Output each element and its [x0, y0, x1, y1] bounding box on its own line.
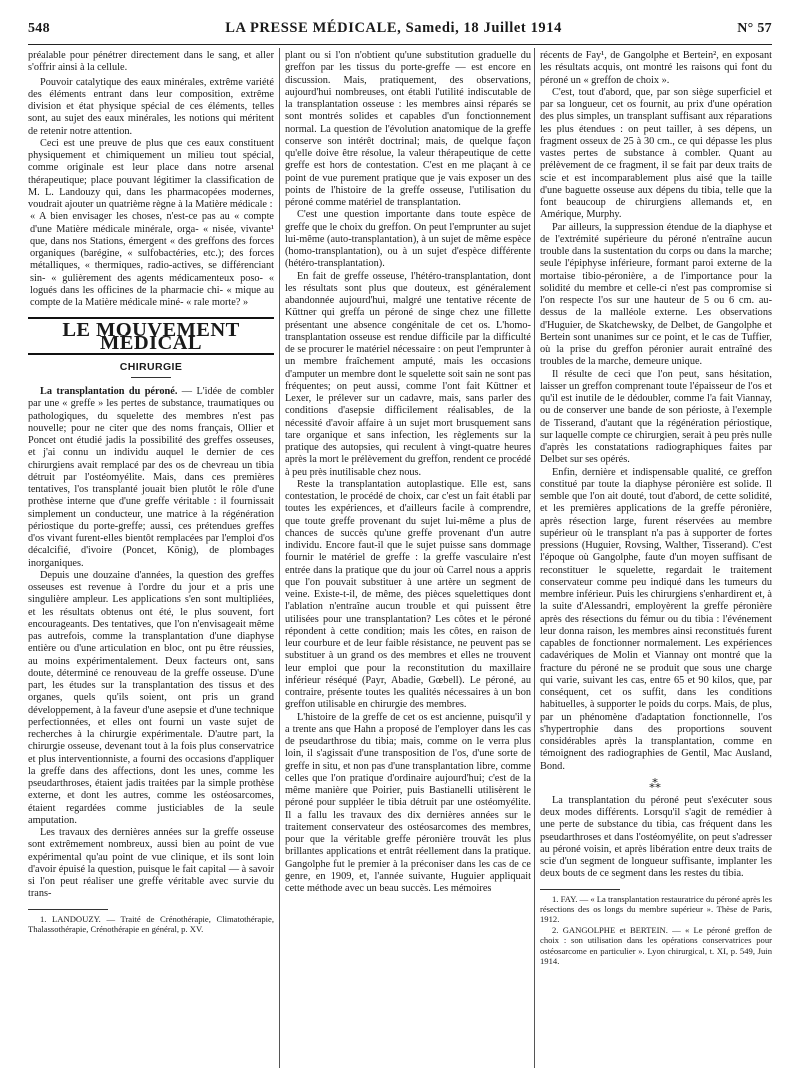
asterism-divider: ⁂: [649, 776, 663, 791]
header-rule: [28, 44, 772, 45]
paragraph: Pouvoir catalytique des eaux minérales, extrême variété des éléments entrant dans leur composition, extrême division et état physique spécial de ces éléments, telles sont, au sujet des eaux minérales, les notions qui méritent de retenir notre attention.: [28, 76, 274, 137]
paragraph: récents de Fay¹, de Gangolphe et Bertein², en exposant les résultats acquis, ont montré les raisons qui font du péroné un « greffon de choix ».: [540, 50, 772, 86]
column-divider: [279, 48, 280, 1068]
paragraph: préalable pour pénétrer directement dans le sang, et aller s'offrir ainsi à la cellule.: [28, 50, 274, 74]
paragraph: [28, 386, 274, 570]
footnote-rule: [28, 909, 108, 910]
paragraph: C'est, tout d'abord, que, par son siège superficiel et par sa longueur, cet os fournit, au prix d'une opération des plus simples, un transplant suffisant aux réparations les plus étendues : on peut tailler, à ses dépens, un fragment osseux de 25 à 30 cm., ce qui dépasse les plus vastes pertes de substance à combler. Quant au prélèvement de ce fragment, il se fait par deux traits de scie et est incomparablement plus aisé que la taille d'une baguette osseuse aux dépens du tibia, telle que la font beaucoup de chirurgiens allemands et, en Amérique, Murphy.: [540, 86, 772, 221]
paragraph: C'est une question importante dans toute espèce de greffe que le choix du greffon. On peut l'emprunter au sujet lui-même (auto-transplantation), à un sujet de même espèce (homo-transplantation), ou à un sujet d'espèce différente (hétéro-transplantation).: [285, 209, 531, 270]
paragraph: plant ou si l'on n'obtient qu'une substitution graduelle du greffon par les tissus du porte-greffe — est encore en discussion. Mais, pratiquement, des observations, aujourd'hui nombreuses, ont établi l'utilité indiscutable de la transplantation osseuse : les membres ainsi réparés se sont montrés solides et capables d'un fonctionnement normal. La question de l'évolution anatomique de la greffe conserve son intérêt doctrinal; mais, de quelque façon qu'elle doive être résolue, la valeur thérapeutique de cette greffe est hors de contestation. C'est en me plaçant à ce point de vue purement pratique que je vais exposer un des points de l'histoire de la greffe osseuse, l'utilisation du péroné comme matériel de transplantation.: [285, 50, 531, 208]
footnote: 2. GANGOLPHE et BERTEIN. — « Le péroné greffon de choix : son utilisation dans les opérations conservatrices pour ostéosarcome en particulier ». Lyon chirurgical, t. XI, p. 549, Juin 1914.: [540, 924, 772, 966]
section-rule: [131, 377, 171, 378]
journal-title: LA PRESSE MÉDICALE, Samedi, 18 Juillet 1914: [225, 20, 562, 36]
footnote: 1. LANDOUZY. — Traité de Crénothérapie, Climatothérapie, Thalassothérapie, Crénothérapie en général, p. XV.: [28, 913, 274, 934]
paragraph: En fait de greffe osseuse, l'hétéro-transplantation, dont les résultats sont plus que douteux, est généralement abandonnée aujourd'hui, malgré une tentative récente de Küttner qui greffa un péroné de singe chez une fillette présentant une absence congénitale de cet os. L'homo-transplantation osseuse est rendue difficile par la difficulté de se procurer le matériel nécessaire : on peut l'emprunter à un membre fraîchement amputé, mais les occasions d'amputer un membre dont le squelette soit sain ne sont pas fréquentes; on peut aussi, comme l'ont fait Küttner et Lexer, le prélever sur un cadavre, mais, sans parler des conditions d'asepsie difficilement réalisables, de la nécessité d'avoir affaire à un sujet mort brusquement sans tare organique et sans infection, les règlements sur la pratique des autopsies, qui reculent à vingt-quatre heures après la mort le prélèvement du greffon, rendent ce procédé à peu près inutilisable chez nous.: [285, 270, 531, 478]
paragraph-text: — L'idée de combler par une « greffe » les pertes de substance, traumatiques ou pathologiques, du squelette des membres n'est pas nouvelle; pour ne citer que des noms français, Ollier et Poncet ont étudié jadis la possibilité des greffes osseuses, et j'ai connu un individu auquel le dernier de ces chirurgiens avait remplacé par des os de chevreau un tibia détruit par l'ostéomyélite. Mais, dans ces premières tentatives, l'os transplanté jouait bien plutôt le rôle d'une prothèse interne que d'une greffe véritable : il fournissait simplement un conducteur, une matrice à la régénération périostique du porte-greffe; aussi, ces prétendues greffes d'os vivant furent-elles bientôt remplacées par l'emploi d'os décalcifié, d'ivoire (Poncet, König), de plombages inorganiques.: [28, 386, 274, 569]
column-1: [28, 50, 274, 1068]
paragraph: Les travaux des dernières années sur la greffe osseuse sont extrêmement nombreux, aussi bien au point de vue expérimental qu'au point de vue clinique, et ils sont loin d'avoir épuisé la question, puisque le fait capital — à savoir si l'on peut réaliser une greffe véritable avec survie du trans-: [28, 827, 274, 900]
section-banner: LE MOUVEMENT MÉDICAL: [28, 317, 274, 355]
column-2: [285, 50, 531, 1068]
paragraph: Par ailleurs, la suppression étendue de la diaphyse et de l'extrémité supérieure du péroné n'entraîne aucun trouble dans la sustentation du corps ou dans la marche; seule l'épiphyse inférieure, formant paroi externe de la mortaise tibio-péronière, a de l'importance pour la solidité du membre et celle-ci n'est pas compromise si l'on respecte l'os sur une hauteur de 5 ou 6 cm. au-dessus de la malléole externe. Les observations d'Huguier, de Skatchewsky, de Delbet, de Gangolphe et Bertein sont unanimes sur ce point, et le cas de Tuffier, où la prise du greffon péronier aurait entraîné des troubles de la marche, demeure unique.: [540, 221, 772, 368]
paragraph: L'histoire de la greffe de cet os est ancienne, puisqu'il y a trente ans que Hahn a proposé de l'employer dans les cas de pseudarthrose du tibia; mais, comme on le verra plus loin, il s'agissait d'une transposition de l'os, d'une sorte de greffe in situ, et non pas d'une transplantation libre, comme celles que l'on pratique d'ordinaire aujourd'hui; c'est de la même manière que Poirier, puis Bastianelli utilisèrent le péroné pour suppléer le tibia détruit par une ostéomyélite. Il a fallu les travaux des dix dernières années sur le traitement conservateur des ostéosarcomes des membres, pour que la véritable greffe péronière trouvât les plus brillantes applications et entrât réellement dans la pratique. Gangolphe fut le premier à la préconiser dans les cas de ce genre, en 1909, et, l'année suivante, Huguier appliquait cette méthode avec un beau succès. Les mémoires: [285, 711, 531, 894]
footnote: 1. FAY. — « La transplantation restauratrice du péroné après les résections des os longs du membre supérieur ». Thèse de Paris, 1912.: [540, 893, 772, 925]
page-number: 548: [28, 21, 50, 36]
column-3: [540, 50, 772, 1068]
paragraph: Ceci est une preuve de plus que ces eaux constituent physiquement et chimiquement un milieu tout spécial, comme originale est leur place dans notre arsenal thérapeutique; place pouvant légitimer la classification de M. L. Landouzy qui, dans les pharmacopées modernes, voudrait ajouter un quatrième règne à la Matière médicale :: [28, 137, 274, 210]
running-header: [28, 20, 772, 40]
article-title: La transplantation du péroné.: [40, 386, 178, 397]
section-heading: CHIRURGIE: [119, 360, 183, 373]
paragraph: La transplantation du péroné peut s'exécuter sous deux modes différents. Lorsqu'il s'agit de remédier à une perte de substance du tibia, cas fréquent dans les pseudarthroses et dans l'ostéomyélite, on peut s'adresser au péroné voisin, et après libération entre deux traits de scie d'un segment de longueur suffisante, implanter les deux bouts de ce segment dans les restes du tibia.: [540, 794, 772, 880]
issue-number: N° 57: [737, 21, 772, 36]
quotation: « A bien envisager les choses, n'est-ce pas au « compte d'une Matière médicale minérale, orga- « nisée, vivante¹ que, dans nos Stations, émergent « des greffons des forces organiques (barégine, « sulfobactéries, etc.); des forces métalliques, « thermiques, radio-actives, se différenciant sin- « gulièrement des agents médicamenteux poso- « logués dans les officines de la pharmacie chi- « mique au compte de la Matière médicale miné- « rale morte? »: [30, 211, 274, 308]
column-divider: [534, 48, 535, 1068]
paragraph: Reste la transplantation autoplastique. Elle est, sans contestation, le procédé de choix, car c'est un fait établi par toutes les expériences, et d'ailleurs facile à comprendre, que toute greffe provenant du sujet lui-même a plus de chances de succès qu'une greffe provenant d'un autre individu. Encore faut-il que le sujet puisse sans dommage fournir le matériel de greffe : la greffe vasculaire n'est entrée dans la pratique que du jour où Carrel nous a appris que l'on pouvait substituer à une artère un segment de veine. Existe-t-il, de même, des pièces squelettiques dont l'ablation n'entraîne aucun trouble et qui puissent être utilisées pour une transplantation? Les côtes et le péroné répondent à cette condition; mais les côtes, en raison de leur courbure et de leur faible résistance, ne peuvent pas se substituer à un grand os des membres et elles ne trouvent leur emploi que pour la reconstitution du maxillaire inférieur réséqué (Payr, Abadie, Gœbell). Le péroné, au contraire, présente toutes les qualités nécessaires à un bon greffon utilisable en chirurgie des membres.: [285, 478, 531, 711]
paragraph: Il résulte de ceci que l'on peut, sans hésitation, laisser un greffon comprenant toute l'épaisseur de l'os et qu'il est inutile de le dédoubler, comme l'a fait Viannay, ou de conserver une bande de son périoste, à l'exemple de Tisserand, d'autant que la régénération périostique, sur laquelle compte ce chirurgien, serait à peu près nulle d'après les constatations radiographiques faites par Delbet sur ses opérés.: [540, 368, 772, 466]
paragraph: Enfin, dernière et indispensable qualité, ce greffon constitué par toute la diaphyse péronière est solide. Il semble que l'on ait douté, tout d'abord, de cette solidité, et les premières applications de la greffe péronière, après résection large, furent réservées au membre supérieur où le transplant n'a pas à supporter de fortes pressions (Huguier, Rovsing, Walther, Tisserand). C'est l'époque où Gangolphe, faute d'un moyen suffisant de reconstituer le squelette, regardait le traitement conservateur comme peu indiqué dans les tumeurs du membre inférieur. Puis les chirurgiens s'enhardirent et, à la suite d'Alessandri, employèrent la greffe péronière après des résections du fémur ou du tibia : l'événement leur donna raison, les membres ainsi reconstitués furent capables de fonctionner normalement. Les expériences cadavériques de Molin et Viannay ont montré que la fracture du péroné ne se produit que sous une charge qui varie, suivant les cas, entre 65 et 90 kilos, que, par conséquent, cet os suffit, dans les conditions habituelles, à supporter le poids du corps. Mais, de plus, par un phénomène d'adaptation fonctionnelle, l'os s'hypertrophie dans des proportions souvent considérables après la transplantation, comme en témoignent des radiographies de Gentil, Mac Ausland, Bond.: [540, 466, 772, 772]
footnote-rule: [540, 889, 620, 890]
paragraph: Depuis une douzaine d'années, la question des greffes osseuses est revenue à l'ordre du jour et a pris une singulière ampleur. Les applications s'en sont multipliées, et les résultats obtenus ont été, le plus souvent, fort encourageants. Des tentatives, que l'on n'envisageait même pas autrefois, comme la transplantation d'une diaphyse entière ou d'une articulation en bloc, ont pu être réussies, au moins expérimentalement. Deux facteurs ont, sans doute, déterminé ce renouveau de la greffe osseuse. D'une part, les études sur la transplantation des tissus et des organes, quels qu'ils soient, ont pris un grand développement, à la faveur d'une asepsie et d'une technique perfectionnées, et elles ont fourni un vaste sujet de recherches à la chirurgie expérimentale. D'autre part, la chirurgie osseuse, devenant tout à la fois plus conservatrice et plus interventionniste, a fourni des occasions d'appliquer la greffe dans des affections, dont les unes, comme les pseudarthroses, étaient jadis traitées par la simple prothèse externe, et dont les autres, comme les ostéosarcomes, étaient regardées comme justiciables de la seule amputation.: [28, 569, 274, 826]
